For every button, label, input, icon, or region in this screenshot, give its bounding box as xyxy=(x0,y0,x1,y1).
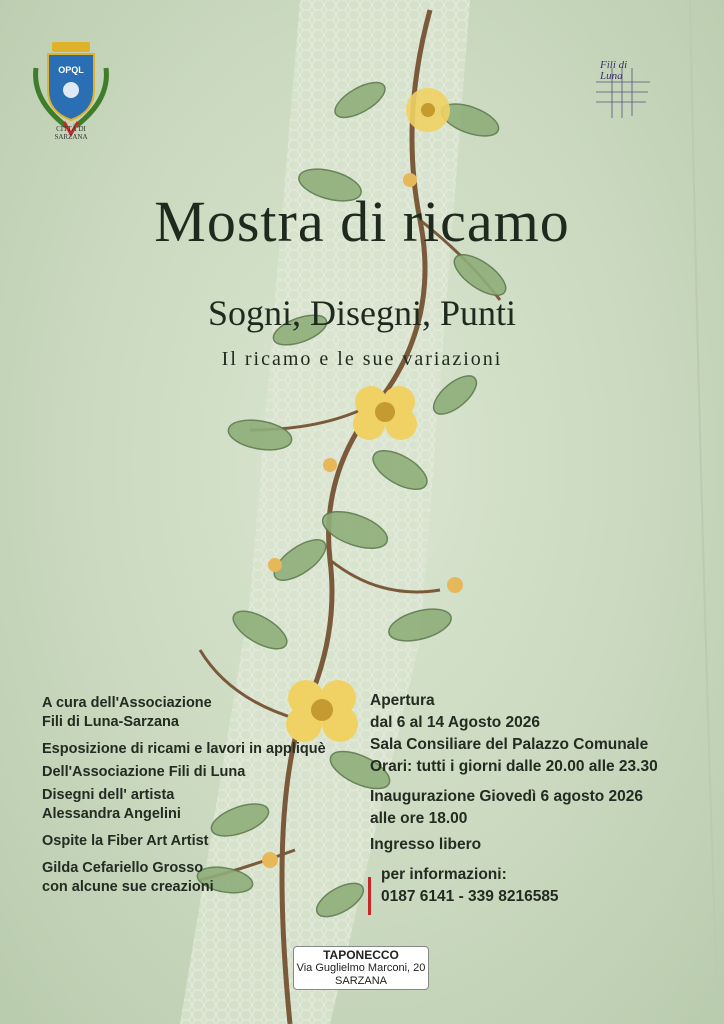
phone-numbers: 0187 6141 - 339 8216585 xyxy=(381,888,559,905)
sponsor-name: TAPONECCO xyxy=(323,948,399,962)
inauguration-time: alle ore 18.00 xyxy=(370,810,468,827)
crescent-moon-icon xyxy=(588,38,678,126)
left-info-column xyxy=(42,694,326,897)
association-logo-line2: Luna xyxy=(600,70,623,82)
inauguration: Inaugurazione Giovedì 6 agosto 2026 xyxy=(370,788,644,805)
artist-line1: Disegni dell' artista xyxy=(42,787,175,803)
entry-info: Ingresso libero xyxy=(370,836,482,853)
poster-tagline: Il ricamo e le sue variazioni xyxy=(221,348,503,370)
city-caption-line2: SARZANA xyxy=(54,133,88,141)
crest-text: OPQL xyxy=(58,65,84,75)
opening-hours: Orari: tutti i giorni dalle 20.00 alle 23.30 xyxy=(370,758,658,775)
opening-label: Apertura xyxy=(370,692,435,709)
city-caption xyxy=(28,125,114,141)
right-info-column xyxy=(370,690,658,908)
guest-line1: Ospite la Fiber Art Artist xyxy=(42,833,209,849)
curator-line2: Fili di Luna-Sarzana xyxy=(42,714,179,730)
contact-label: per informazioni: xyxy=(381,866,507,883)
association-logo-line1: Fili di xyxy=(600,59,628,71)
curator-line1: A cura dell'Associazione xyxy=(42,695,212,711)
exhibit-line2: Dell'Associazione Fili di Luna xyxy=(42,764,246,780)
artist-line2: Alessandra Angelini xyxy=(42,806,181,822)
association-logo-text xyxy=(600,60,627,82)
sponsor-city: SARZANA xyxy=(335,975,387,987)
guest-line2: Gilda Cefariello Grosso xyxy=(42,860,204,876)
sponsor-box xyxy=(293,946,429,990)
sponsor-street: Via Guglielmo Marconi, 20 xyxy=(296,962,426,974)
guest-line3: con alcune sue creazioni xyxy=(42,879,214,895)
poster-subtitle: Sogni, Disegni, Punti xyxy=(207,293,517,333)
opening-dates: dal 6 al 14 Agosto 2026 xyxy=(370,714,541,731)
contact-accent-bar xyxy=(368,877,371,915)
exhibit-line1: Esposizione di ricami e lavori in appliquè xyxy=(42,741,326,757)
city-caption-line1: CITTÀ DI xyxy=(56,125,86,133)
venue: Sala Consiliare del Palazzo Comunale xyxy=(370,736,649,753)
poster-title: Mostra di ricamo xyxy=(154,189,570,254)
